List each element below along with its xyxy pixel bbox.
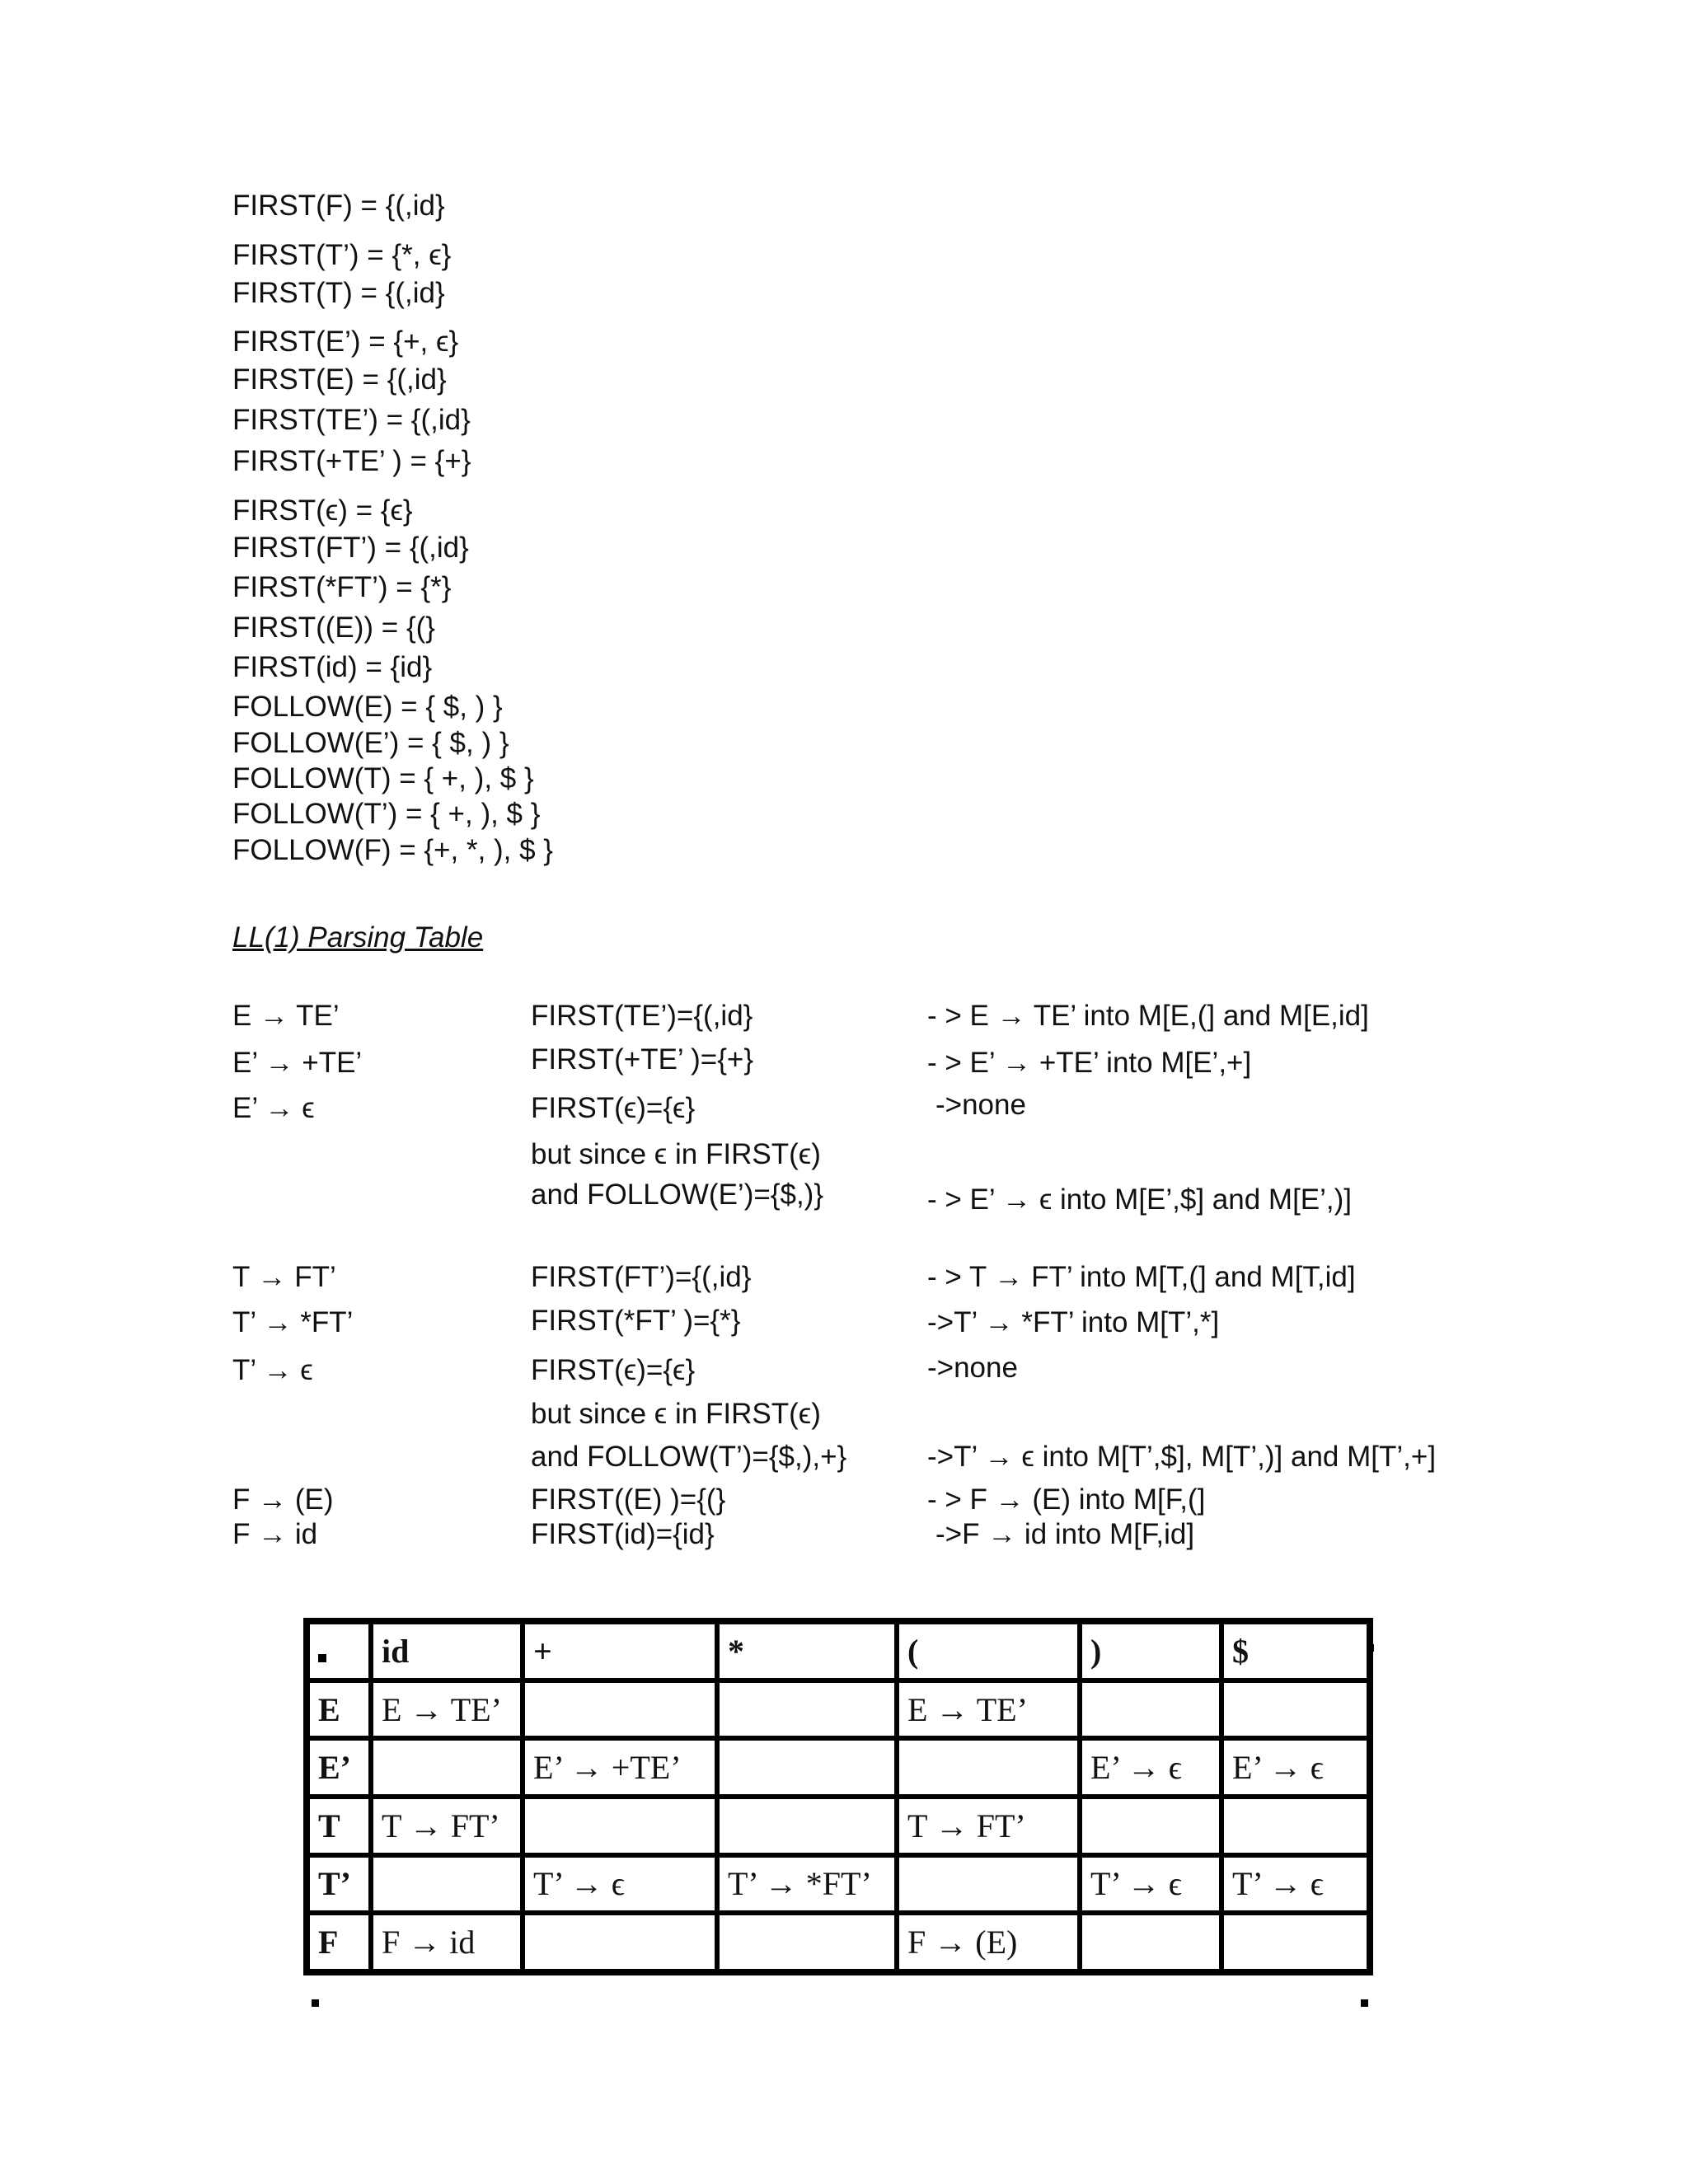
cond-first-plus-te: FIRST(+TE’ )={+} [531, 1043, 754, 1076]
rule-e-te: E → TE’ [232, 1000, 340, 1032]
follow-f-line: FOLLOW(F) = {+, *, ), $ } [232, 834, 553, 866]
col-header-id: id [371, 1621, 523, 1680]
action-e-te: - > E → TE’ into M[E,(] and M[E,id] [927, 1000, 1369, 1032]
follow-e-line: FOLLOW(E) = { $, ) } [232, 691, 503, 723]
table-cell [371, 1738, 523, 1797]
cond-first-te: FIRST(TE’)={(,id} [531, 1000, 753, 1032]
table-corner-cell [307, 1621, 371, 1680]
first-eprime-line: FIRST(E’) = {+, ϵ} [232, 326, 459, 358]
rule-tprime-star: T’ → *FT’ [232, 1306, 354, 1338]
first-id-line: FIRST(id) = {id} [232, 651, 433, 683]
cond-first-id: FIRST(id)={id} [531, 1518, 715, 1550]
table-row [307, 1913, 1370, 1972]
first-paren-e-line: FIRST((E)) = {(} [232, 612, 435, 644]
table-header-row [307, 1621, 1370, 1680]
table-cell [717, 1913, 897, 1972]
first-star-ftprime-line: FIRST(*FT’) = {*} [232, 571, 452, 603]
action-none-1: ->none [935, 1089, 1026, 1121]
cond-first-ft: FIRST(FT’)={(,id} [531, 1261, 752, 1293]
row-head-e: E [307, 1680, 371, 1739]
table-cell: E’ → +TE’ [523, 1738, 717, 1797]
table-cell [523, 1797, 717, 1855]
action-t-ft: - > T → FT’ into M[T,(] and M[T,id] [927, 1261, 1356, 1293]
cond-since-eps-1: but since ϵ in FIRST(ϵ) [531, 1138, 821, 1170]
first-plus-teprime-line: FIRST(+TE’ ) = {+} [232, 445, 471, 477]
first-f-line: FIRST(F) = {(,id} [232, 190, 445, 222]
parsing-table-heading: LL(1) Parsing Table [232, 921, 484, 954]
first-e-line: FIRST(E) = {(,id} [232, 363, 447, 396]
table-row [307, 1680, 1370, 1739]
action-eprime-plus: - > E’ → +TE’ into M[E’,+] [927, 1047, 1252, 1079]
table-cell [897, 1855, 1080, 1914]
cond-since-eps-2: but since ϵ in FIRST(ϵ) [531, 1398, 821, 1430]
table-cell: T’ → ϵ [523, 1855, 717, 1914]
col-header-plus: + [523, 1621, 717, 1680]
table-cell [371, 1855, 523, 1914]
first-tprime-line: FIRST(T’) = {*, ϵ} [232, 239, 452, 271]
col-header-dollar: $ [1221, 1621, 1370, 1680]
action-eprime-eps: - > E’ → ϵ into M[E’,$] and M[E’,)] [927, 1183, 1353, 1216]
cond-follow-eprime: and FOLLOW(E’)={$,)} [531, 1179, 824, 1211]
table-cell [897, 1738, 1080, 1797]
anchor-mark-bottom-left [312, 1999, 319, 2007]
first-ftprime-line: FIRST(FT’) = {(,id} [232, 532, 469, 564]
col-header-lparen: ( [897, 1621, 1080, 1680]
col-header-rparen: ) [1080, 1621, 1221, 1680]
table-cell [1221, 1680, 1370, 1739]
rule-eprime-plus: E’ → +TE’ [232, 1047, 363, 1079]
rule-eprime-eps: E’ → ϵ [232, 1092, 315, 1124]
action-f-paren: - > F → (E) into M[F,(] [927, 1483, 1206, 1516]
table-cell [523, 1680, 717, 1739]
table-cell [717, 1797, 897, 1855]
row-head-eprime: E’ [307, 1738, 371, 1797]
row-head-t: T [307, 1797, 371, 1855]
action-f-id: ->F → id into M[F,id] [935, 1518, 1195, 1550]
cond-first-paren-e: FIRST((E) )={(} [531, 1483, 726, 1516]
table-cell [717, 1680, 897, 1739]
first-t-line: FIRST(T) = {(,id} [232, 277, 445, 309]
table-cell: E’ → ϵ [1221, 1738, 1370, 1797]
table-cell: T → FT’ [371, 1797, 523, 1855]
cond-follow-tprime: and FOLLOW(T’)={$,),+} [531, 1441, 847, 1473]
table-cell [1080, 1680, 1221, 1739]
table-cell: T’ → ϵ [1080, 1855, 1221, 1914]
action-tprime-star: ->T’ → *FT’ into M[T’,*] [927, 1306, 1220, 1338]
table-cell [523, 1913, 717, 1972]
table-cell [1221, 1797, 1370, 1855]
table-cell: E’ → ϵ [1080, 1738, 1221, 1797]
cond-first-eps-1: FIRST(ϵ)={ϵ} [531, 1092, 696, 1124]
table-cell [1221, 1913, 1370, 1972]
table-cell: T → FT’ [897, 1797, 1080, 1855]
table-row [307, 1738, 1370, 1797]
col-header-star: * [717, 1621, 897, 1680]
table-row [307, 1855, 1370, 1914]
follow-tprime-line: FOLLOW(T’) = { +, ), $ } [232, 798, 541, 830]
anchor-mark-top-right [1367, 1644, 1374, 1652]
cond-first-eps-2: FIRST(ϵ)={ϵ} [531, 1354, 696, 1386]
first-teprime-line: FIRST(TE’) = {(,id} [232, 404, 471, 436]
rule-tprime-eps: T’ → ϵ [232, 1354, 313, 1386]
table-cell: T’ → ϵ [1221, 1855, 1370, 1914]
action-none-2: ->none [927, 1352, 1018, 1384]
table-row [307, 1797, 1370, 1855]
action-tprime-eps: ->T’ → ϵ into M[T’,$], M[T’,)] and M[T’,+] [927, 1441, 1437, 1473]
table-cell: T’ → *FT’ [717, 1855, 897, 1914]
first-epsilon-line: FIRST(ϵ) = {ϵ} [232, 494, 413, 527]
table-cell [1080, 1913, 1221, 1972]
table-cell: F → id [371, 1913, 523, 1972]
table-cell: E → TE’ [897, 1680, 1080, 1739]
rule-f-id: F → id [232, 1518, 318, 1550]
cond-first-star-ft: FIRST(*FT’ )={*} [531, 1305, 741, 1337]
row-head-tprime: T’ [307, 1855, 371, 1914]
anchor-mark-bottom-right [1361, 1999, 1368, 2007]
rule-f-paren: F → (E) [232, 1483, 334, 1516]
table-cell [717, 1738, 897, 1797]
row-head-f: F [307, 1913, 371, 1972]
table-cell: E → TE’ [371, 1680, 523, 1739]
table-cell [1080, 1797, 1221, 1855]
table-cell: F → (E) [897, 1913, 1080, 1972]
ll1-parsing-table [303, 1618, 1373, 1975]
follow-eprime-line: FOLLOW(E’) = { $, ) } [232, 727, 509, 759]
rule-t-ft: T → FT’ [232, 1261, 336, 1293]
follow-t-line: FOLLOW(T) = { +, ), $ } [232, 762, 534, 794]
